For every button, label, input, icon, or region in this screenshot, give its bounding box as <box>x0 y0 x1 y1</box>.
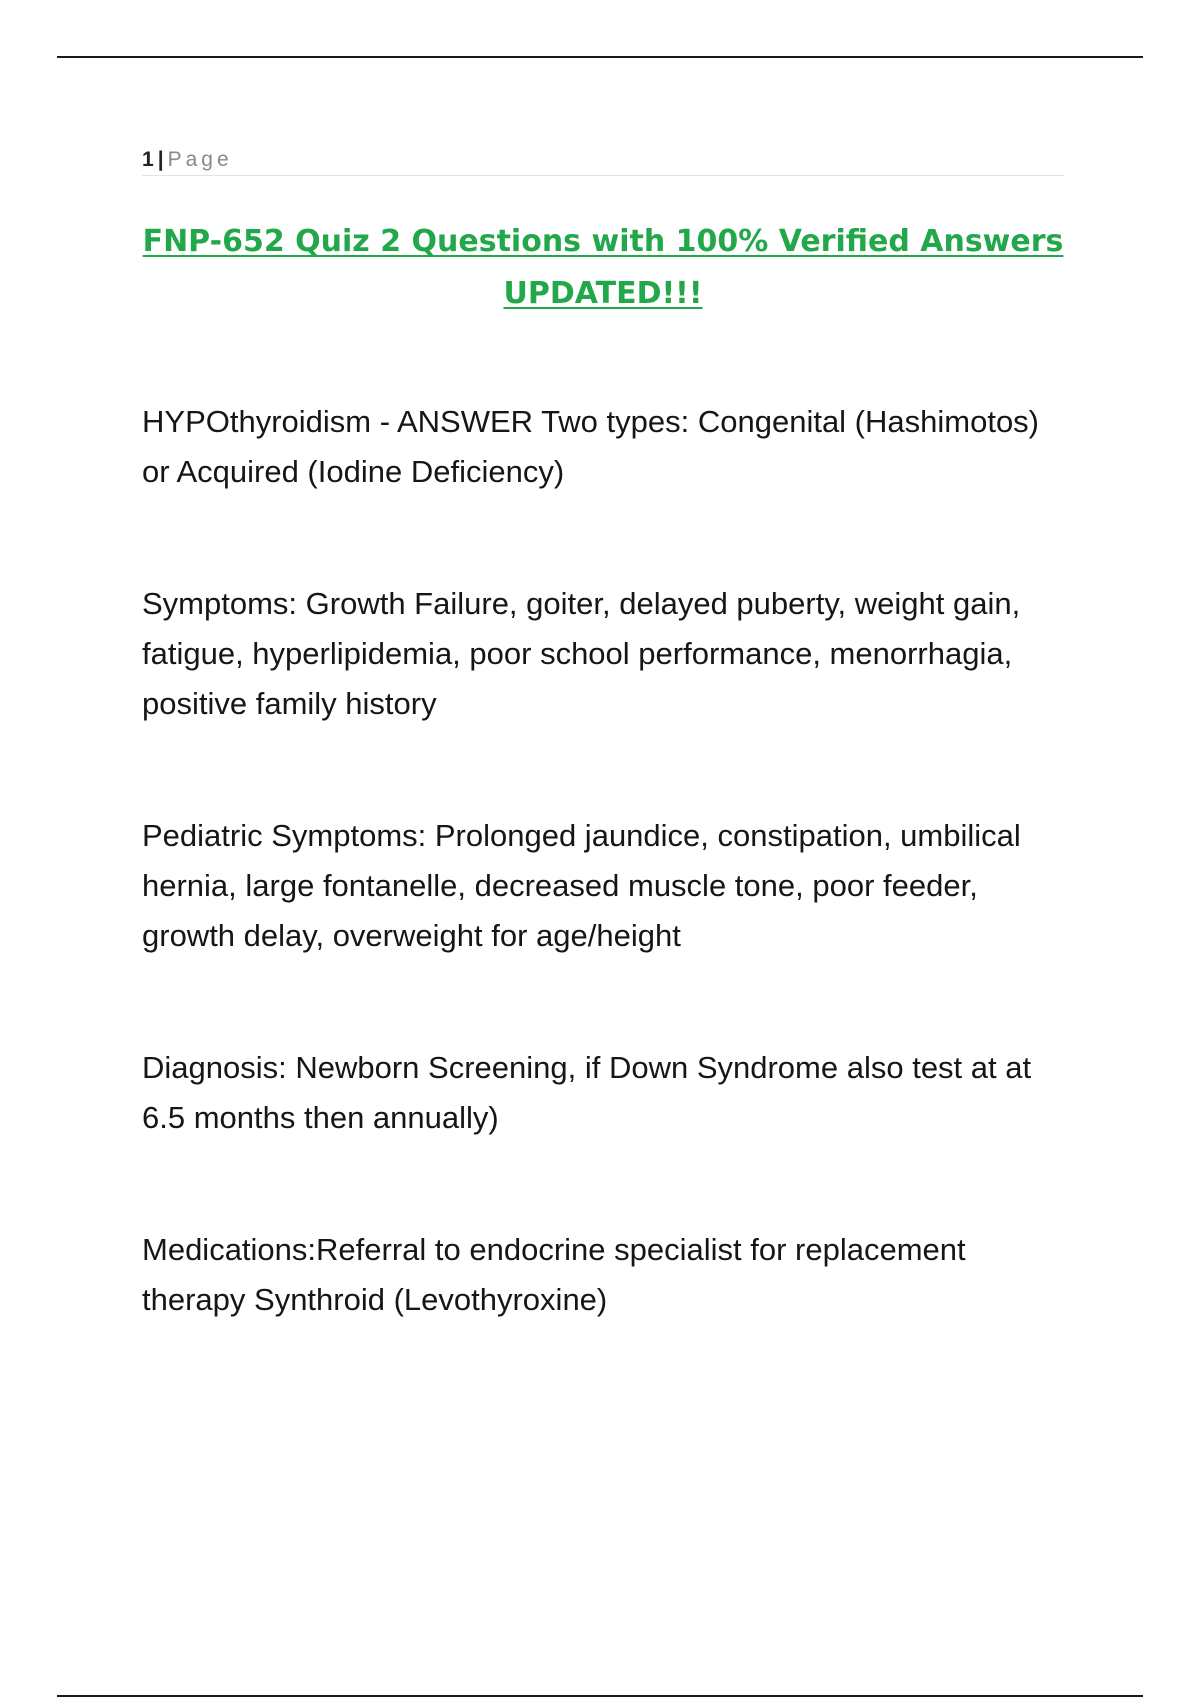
page-header <box>142 145 1064 176</box>
page-label: Page <box>167 148 233 171</box>
paragraph-diagnosis: Diagnosis: Newborn Screening, if Down Syndrome also test at at 6.5 months then annually) <box>142 1050 1032 1135</box>
paragraph-pediatric-symptoms: Pediatric Symptoms: Prolonged jaundice, constipation, umbilical hernia, large fontanelle, decreased muscle tone, poor feeder, growth delay, overweight for age/height <box>142 818 1021 953</box>
document-body <box>142 397 1072 1407</box>
paragraph-symptoms: Symptoms: Growth Failure, goiter, delayed puberty, weight gain, fatigue, hyperlipidemia, poor school performance, menorrhagia, positive family history <box>142 586 1021 721</box>
paragraph-medications: Medications:Referral to endocrine specialist for replacement therapy Synthroid (Levothyroxine) <box>142 1232 966 1317</box>
top-rule <box>57 56 1143 58</box>
bottom-rule <box>57 1695 1143 1697</box>
page-number: 1 <box>142 148 154 171</box>
paragraph-hypothyroidism: HYPOthyroidism - ANSWER Two types: Congenital (Hashimotos) or Acquired (Iodine Deficiency) <box>142 404 1040 489</box>
page-separator: | <box>157 148 164 171</box>
document-title: FNP-652 Quiz 2 Questions with 100% Verified Answers UPDATED!!! <box>142 224 1064 311</box>
